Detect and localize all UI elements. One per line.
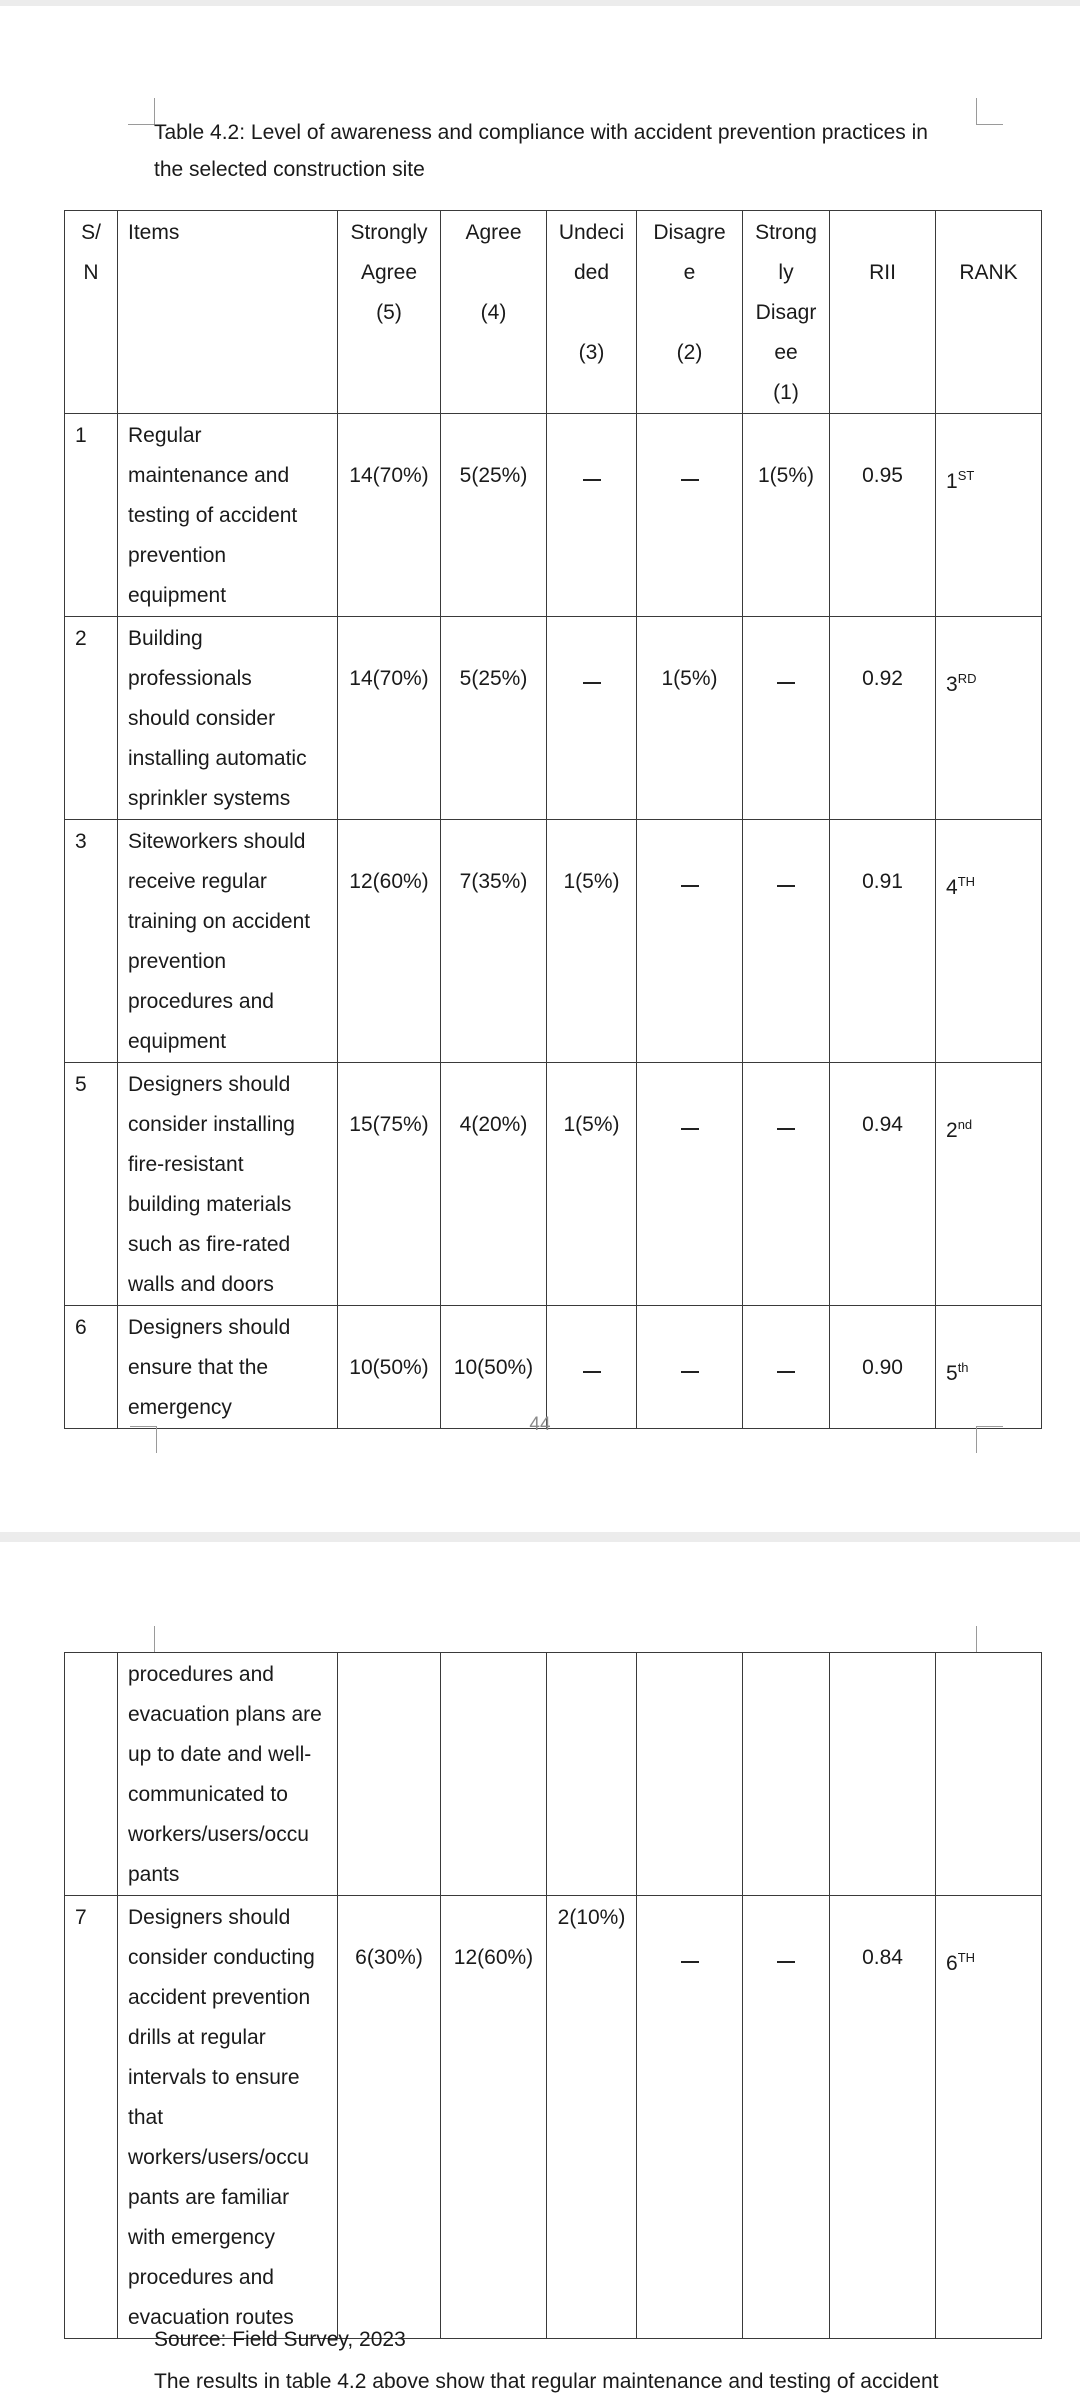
strongly-agree-cell [338, 617, 441, 820]
cell-line: Agree [360, 261, 418, 284]
cell-line: receive regular [128, 870, 267, 893]
agree-cell-value: 5(25%) [459, 464, 528, 487]
rank-cell-value [936, 820, 1041, 908]
strongly-disagree-cell [743, 414, 830, 617]
agree-cell [441, 1306, 547, 1429]
header-cell-3-text [441, 211, 546, 333]
rii-cell-value: 0.91 [862, 870, 903, 893]
item-cell-text [118, 617, 337, 819]
undecided-cell [547, 1063, 637, 1306]
header-cell-3 [441, 211, 547, 414]
rank-cell-value [936, 1896, 1041, 1984]
strongly-agree-cell [338, 1306, 441, 1429]
header-cell-2-text [338, 211, 440, 333]
sn-value: 1 [75, 424, 87, 447]
cell-line: fire-resistant [128, 1153, 244, 1176]
header-cell-1 [118, 211, 338, 414]
cell-line: equipment [128, 1030, 227, 1053]
disagree-cell-value [637, 1306, 742, 1388]
rank-cell [936, 414, 1042, 617]
dash-mark [777, 865, 795, 887]
strongly-disagree-cell [743, 1063, 830, 1306]
strongly-agree-cell-value: 14(70%) [349, 464, 429, 487]
rank-cell-value [936, 414, 1041, 502]
rii-cell [830, 1063, 936, 1306]
rii-cell [830, 414, 936, 617]
continued-row [65, 1653, 1042, 1896]
cell-line: prevention [128, 950, 227, 973]
cell-line: installing automatic [128, 747, 307, 770]
cell-line [834, 213, 931, 253]
dash-mark [583, 662, 601, 684]
cell-line: (5) [376, 301, 402, 324]
cell-line: testing of accident [128, 504, 298, 527]
sn-cell [65, 1306, 118, 1429]
awareness-table-continued [64, 1652, 1042, 2339]
table-header-row [65, 211, 1042, 414]
header-cell-8 [936, 211, 1042, 414]
item-cell [118, 1063, 338, 1306]
header-cell-6-text [743, 211, 829, 413]
cell-line: RII [869, 261, 896, 284]
empty-cell [743, 1653, 830, 1896]
cell-line: Regular [128, 424, 202, 447]
rii-cell [830, 617, 936, 820]
undecided-cell-value [547, 617, 636, 699]
sn-cell [65, 414, 118, 617]
strongly-disagree-cell [743, 820, 830, 1063]
disagree-cell-value [637, 414, 742, 496]
table-row [65, 617, 1042, 820]
disagree-cell [637, 1896, 743, 2339]
page-number: 44 [529, 1414, 551, 1435]
dash-mark [583, 1351, 601, 1373]
cell-line: Strong [755, 221, 817, 244]
item-cell-text [118, 1896, 337, 2338]
strongly-disagree-cell-value [743, 617, 829, 699]
agree-cell-value: 7(35%) [459, 870, 528, 893]
strongly-disagree-cell-value [743, 1306, 829, 1388]
rank-number: 5 [946, 1362, 958, 1385]
cell-line: building materials [128, 1193, 292, 1216]
item-cell [118, 617, 338, 820]
empty-cell [936, 1653, 1042, 1896]
cell-line: communicated to [128, 1783, 288, 1806]
strongly-agree-cell [338, 1896, 441, 2339]
cell-line: RANK [959, 261, 1018, 284]
agree-cell-value: 12(60%) [453, 1946, 534, 1969]
header-cell-7 [830, 211, 936, 414]
cell-line: intervals to ensure [128, 2066, 300, 2089]
header-cell-1-text [118, 211, 337, 253]
agree-cell [441, 617, 547, 820]
strongly-agree-cell [338, 1063, 441, 1306]
rank-suffix: RD [957, 671, 977, 686]
sn-value: 7 [75, 1906, 87, 1929]
cell-line: consider installing [128, 1113, 295, 1136]
cell-line: Siteworkers should [128, 830, 306, 853]
cell-line [641, 293, 738, 333]
empty-cell [547, 1653, 637, 1896]
cell-line [940, 213, 1037, 253]
item-cell [118, 1306, 338, 1429]
disagree-cell-value [637, 1896, 742, 1978]
rank-suffix: TH [957, 874, 976, 889]
sn-value: 5 [75, 1073, 87, 1096]
strongly-agree-cell-value: 12(60%) [349, 870, 429, 893]
cell-line: workers/users/occu [128, 1823, 309, 1846]
cell-line: N [83, 261, 99, 284]
rank-number: 2 [946, 1119, 958, 1142]
cell-line: walls and doors [128, 1273, 274, 1296]
dash-mark [777, 1351, 795, 1373]
rii-cell [830, 820, 936, 1063]
strongly-agree-cell [338, 820, 441, 1063]
cell-line: Strongly [350, 221, 428, 244]
cell-line: (1) [773, 381, 799, 404]
crop-mark-top-right [976, 98, 1003, 125]
dash-mark [681, 1351, 699, 1373]
cell-line: Building [128, 627, 203, 650]
rii-cell-value: 0.84 [862, 1946, 903, 1969]
cell-line: Designers should [128, 1316, 291, 1339]
cell-line: ensure that the [128, 1356, 269, 1379]
disagree-cell-value [637, 1063, 742, 1145]
header-cell-0 [65, 211, 118, 414]
dash-mark [681, 1941, 699, 1963]
cell-line: procedures and [128, 1663, 274, 1686]
crop-mark-top-left [128, 98, 155, 125]
crop-mark-bottom-right [976, 1426, 1003, 1453]
table-row [65, 1063, 1042, 1306]
rank-cell-value [936, 617, 1041, 705]
document-page-2 [0, 1542, 1080, 2400]
cell-line: Agree [465, 221, 522, 244]
rii-cell-value: 0.94 [862, 1113, 903, 1136]
rank-number: 6 [946, 1952, 958, 1975]
table-row [65, 1896, 1042, 2339]
cell-line: accident prevention [128, 1986, 311, 2009]
strongly-agree-cell-value: 15(75%) [349, 1113, 429, 1136]
rank-suffix: th [957, 1360, 969, 1375]
cell-line: consider conducting [128, 1946, 315, 1969]
dash-mark [681, 1108, 699, 1130]
cell-line: such as fire-rated [128, 1233, 291, 1256]
cell-line: Disagr [755, 301, 817, 324]
item-cell-text [118, 414, 337, 616]
sn-cell-empty [65, 1653, 118, 1896]
cell-line: Designers should [128, 1906, 291, 1929]
item-cell-text [118, 1306, 337, 1428]
undecided-cell-value: 1(5%) [563, 1113, 620, 1136]
rank-suffix: TH [957, 1950, 976, 1965]
rii-cell-value: 0.95 [862, 464, 903, 487]
header-cell-0-text [65, 211, 117, 293]
undecided-cell [547, 414, 637, 617]
undecided-cell-value [547, 1306, 636, 1388]
dash-mark [777, 1108, 795, 1130]
rii-cell-value: 0.92 [862, 667, 903, 690]
rii-cell-value: 0.90 [862, 1356, 903, 1379]
dash-mark [681, 865, 699, 887]
rank-cell [936, 1063, 1042, 1306]
header-cell-4-text [547, 211, 636, 373]
item-cell-text [118, 820, 337, 1062]
cell-line [445, 253, 542, 293]
empty-cell [830, 1653, 936, 1896]
disagree-cell [637, 1063, 743, 1306]
cell-line: S/ [81, 221, 101, 244]
cell-line: workers/users/occu [128, 2146, 309, 2169]
strongly-disagree-cell-value [743, 1896, 829, 1978]
cell-line: ded [573, 261, 610, 284]
cell-line: (3) [578, 341, 605, 364]
undecided-cell-value: 1(5%) [563, 870, 620, 893]
empty-cell [637, 1653, 743, 1896]
agree-cell [441, 1896, 547, 2339]
cell-line [551, 293, 632, 333]
header-cell-4 [547, 211, 637, 414]
strongly-agree-cell-value: 14(70%) [349, 667, 429, 690]
cell-line: Undeci [558, 221, 625, 244]
table-row [65, 820, 1042, 1063]
results-paragraph: The results in table 4.2 above show that regular maintenance and testing of accident [154, 2370, 939, 2393]
disagree-cell-value: 1(5%) [661, 667, 718, 690]
disagree-cell [637, 414, 743, 617]
rank-cell [936, 1306, 1042, 1429]
strongly-disagree-cell [743, 1896, 830, 2339]
rank-number: 3 [946, 673, 958, 696]
header-cell-6 [743, 211, 830, 414]
cell-line: pants are familiar [128, 2186, 290, 2209]
cell-line: Designers should [128, 1073, 291, 1096]
item-cell-continued [118, 1653, 338, 1896]
cell-line: pants [128, 1863, 180, 1886]
cell-line: Items [128, 221, 180, 244]
table-row [65, 414, 1042, 617]
sn-cell [65, 1063, 118, 1306]
rank-cell-value [936, 1063, 1041, 1151]
rank-cell-value [936, 1306, 1041, 1394]
strongly-disagree-cell [743, 617, 830, 820]
cell-line: up to date and well- [128, 1743, 312, 1766]
cell-line: e [683, 261, 696, 284]
sn-cell [65, 1896, 118, 2339]
rank-cell [936, 1896, 1042, 2339]
disagree-cell-value [637, 820, 742, 902]
cell-line: professionals [128, 667, 252, 690]
caption-line-2: the selected construction site [154, 158, 425, 181]
dash-mark [777, 662, 795, 684]
item-cell-text [118, 1063, 337, 1305]
cell-line: procedures and [128, 2266, 274, 2289]
empty-cell [441, 1653, 547, 1896]
agree-cell-value: 4(20%) [459, 1113, 528, 1136]
agree-cell [441, 1063, 547, 1306]
rii-cell [830, 1896, 936, 2339]
undecided-cell [547, 1896, 637, 2339]
strongly-agree-cell [338, 414, 441, 617]
cell-line: prevention [128, 544, 227, 567]
undecided-cell [547, 617, 637, 820]
rii-cell [830, 1306, 936, 1429]
cell-line: evacuation plans are [128, 1703, 322, 1726]
cell-line: Disagre [653, 221, 726, 244]
table-row [65, 1306, 1042, 1429]
item-cell-continued-text [118, 1653, 337, 1895]
undecided-cell [547, 820, 637, 1063]
table-caption [154, 114, 974, 188]
header-cell-5 [637, 211, 743, 414]
header-cell-5-text [637, 211, 742, 373]
dash-mark [583, 459, 601, 481]
source-note: Source: Field Survey, 2023 [154, 2328, 406, 2351]
sn-value: 2 [75, 627, 87, 650]
cell-line: drills at regular [128, 2026, 266, 2049]
item-cell [118, 820, 338, 1063]
crop-mark-top-right [976, 1626, 1003, 1653]
agree-cell-value: 5(25%) [459, 667, 528, 690]
cell-line: with emergency [128, 2226, 276, 2249]
rank-suffix: nd [957, 1117, 973, 1132]
cell-line: emergency [128, 1396, 232, 1419]
agree-cell [441, 414, 547, 617]
rank-cell [936, 617, 1042, 820]
cell-line: ee [774, 341, 798, 364]
caption-line-1: Table 4.2: Level of awareness and compliance with accident prevention practices in [154, 121, 928, 144]
cell-line: sprinkler systems [128, 787, 291, 810]
undecided-cell-value: 2(10%) [557, 1906, 626, 1929]
strongly-disagree-cell-value [743, 820, 829, 902]
strongly-disagree-cell [743, 1306, 830, 1429]
dash-mark [777, 1941, 795, 1963]
cell-line: training on accident [128, 910, 311, 933]
header-cell-2 [338, 211, 441, 414]
undecided-cell-value [547, 414, 636, 496]
cell-line: procedures and [128, 990, 274, 1013]
cell-line: maintenance and [128, 464, 290, 487]
cell-line: that [128, 2106, 164, 2129]
rank-suffix: ST [957, 468, 975, 483]
item-cell [118, 1896, 338, 2339]
crop-mark-top-left [128, 1626, 155, 1653]
undecided-cell [547, 1306, 637, 1429]
cell-line: should consider [128, 707, 276, 730]
cell-line: (2) [676, 341, 703, 364]
cell-line: evacuation routes [128, 2306, 294, 2329]
item-cell [118, 414, 338, 617]
awareness-table [64, 210, 1042, 1429]
disagree-cell [637, 617, 743, 820]
rank-cell [936, 820, 1042, 1063]
disagree-cell [637, 1306, 743, 1429]
sn-cell [65, 820, 118, 1063]
strongly-agree-cell-value: 6(30%) [355, 1946, 423, 1969]
rank-number: 4 [946, 876, 958, 899]
rank-number: 1 [946, 470, 958, 493]
strongly-disagree-cell-value [743, 1063, 829, 1145]
dash-mark [681, 459, 699, 481]
sn-value: 6 [75, 1316, 87, 1339]
crop-mark-bottom-left [130, 1426, 157, 1453]
strongly-agree-cell-value: 10(50%) [349, 1356, 429, 1379]
header-cell-7-text [830, 211, 935, 293]
empty-cell [338, 1653, 441, 1896]
cell-line: equipment [128, 584, 227, 607]
cell-line: (4) [480, 301, 507, 324]
header-cell-8-text [936, 211, 1041, 293]
sn-cell [65, 617, 118, 820]
document-page-1 [0, 6, 1080, 1532]
cell-line: ly [778, 261, 794, 284]
agree-cell [441, 820, 547, 1063]
agree-cell-value: 10(50%) [453, 1356, 534, 1379]
sn-value: 3 [75, 830, 87, 853]
strongly-disagree-cell-value: 1(5%) [757, 464, 815, 487]
disagree-cell [637, 820, 743, 1063]
